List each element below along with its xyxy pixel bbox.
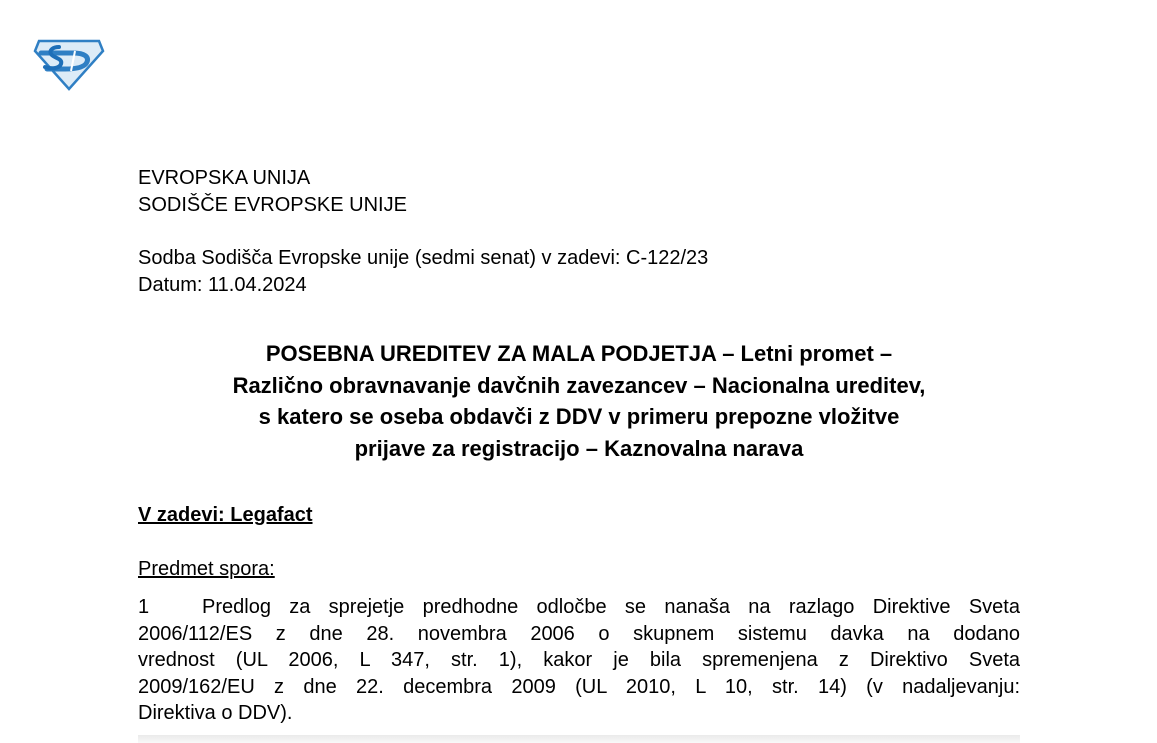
next-line-cutoff	[138, 735, 1020, 743]
case-reference: Sodba Sodišča Evropske unije (sedmi senat) v zadevi: C-122/23	[138, 247, 709, 269]
judgment-date: Datum: 11.04.2024	[138, 274, 307, 296]
paragraph-line	[138, 594, 1020, 621]
subject-heading: Predmet spora:	[138, 558, 275, 580]
paragraph-line: Direktiva o DDV).	[138, 702, 293, 724]
paragraph-line: 2009/162/EU z dne 22. decembra 2009 (UL 2010, L 10, str. 14) (v nadaljevanju:	[138, 675, 1020, 698]
court-name: SODIŠČE EVROPSKE UNIJE	[138, 194, 407, 216]
court-logo-icon	[33, 37, 105, 91]
paragraph-line: 2006/112/ES z dne 28. novembra 2006 o skupnem sistemu davka na dodano	[138, 622, 1020, 645]
paragraph-number: 1	[138, 596, 150, 618]
paragraph-text: Predlog za sprejetje predhodne odločbe se nanaša na razlago Direktive Sveta	[202, 596, 1020, 618]
title-line: Različno obravnavanje davčnih zavezancev – Nacionalna ureditev,	[232, 372, 926, 398]
document-title	[138, 338, 1020, 464]
title-line: prijave za registracijo – Kaznovalna narava	[354, 435, 804, 461]
paragraph-line: vrednost (UL 2006, L 347, str. 1), kakor je bila spremenjena z Direktivo Sveta	[138, 649, 1020, 671]
paragraph-1	[138, 594, 1020, 727]
title-line: POSEBNA UREDITEV ZA MALA PODJETJA – Letni promet –	[265, 341, 893, 366]
matter-heading: V zadevi: Legafact	[138, 504, 313, 526]
title-line: s katero se oseba obdavči z DDV v primeru prepozne vložitve	[258, 404, 900, 429]
union-label: EVROPSKA UNIJA	[138, 167, 311, 189]
